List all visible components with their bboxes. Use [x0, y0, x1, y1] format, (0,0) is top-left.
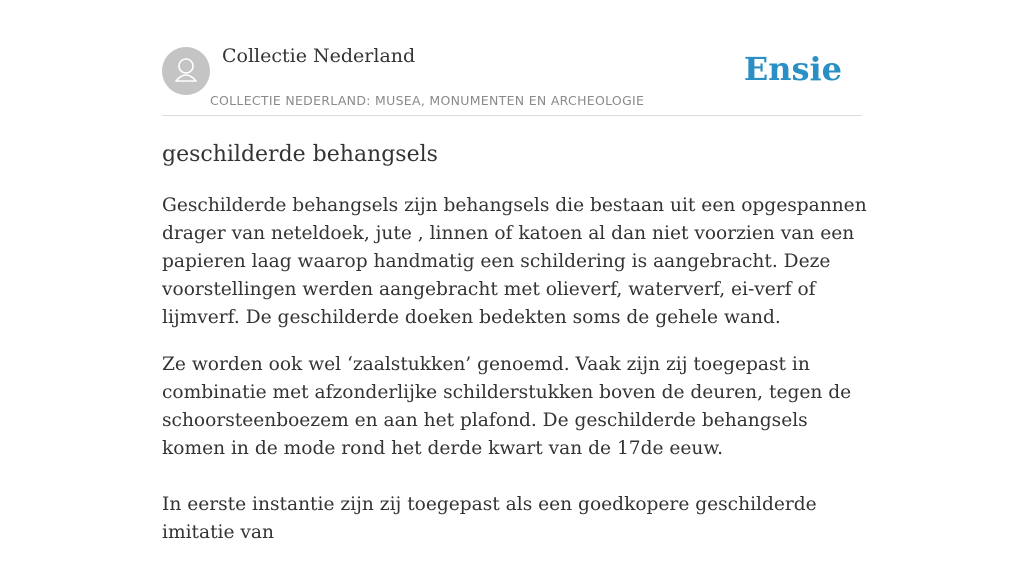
author-link[interactable]: Collectie Nederland	[222, 45, 416, 67]
brand-logo[interactable]: Ensie	[743, 50, 842, 88]
article-title: geschilderde behangsels	[162, 142, 438, 167]
article-paragraph: Geschilderde behangsels zijn behangsels die bestaan uit een opgespannen drager van neteldoek, jute , linnen of katoen al dan niet voorzien van een papieren laag waarop handmatig een schildering is aangebracht. Deze voorstellingen werden aangebracht met olieverf, waterverf, ei-verf of lijmverf. De geschilderde doeken bedekten soms de gehele wand.	[162, 195, 867, 328]
user-icon	[162, 47, 210, 95]
article-body	[162, 192, 868, 566]
collection-link[interactable]: COLLECTIE NEDERLAND: MUSEA, MONUMENTEN EN ARCHEOLOGIE	[210, 93, 645, 108]
avatar[interactable]	[162, 47, 210, 95]
article-paragraph: In eerste instantie zijn zij toegepast als een goedkopere geschilderde imitatie van	[162, 494, 817, 543]
article-paragraph: Ze worden ook wel ‘zaalstukken’ genoemd. Vaak zijn zij toegepast in combinatie met afzonderlijke schilderstukken boven de deuren, tegen de schoorsteenboezem en aan het plafond. De geschilderde behangsels komen in de mode rond het derde kwart van de 17de eeuw.	[162, 354, 852, 459]
header	[162, 0, 862, 116]
